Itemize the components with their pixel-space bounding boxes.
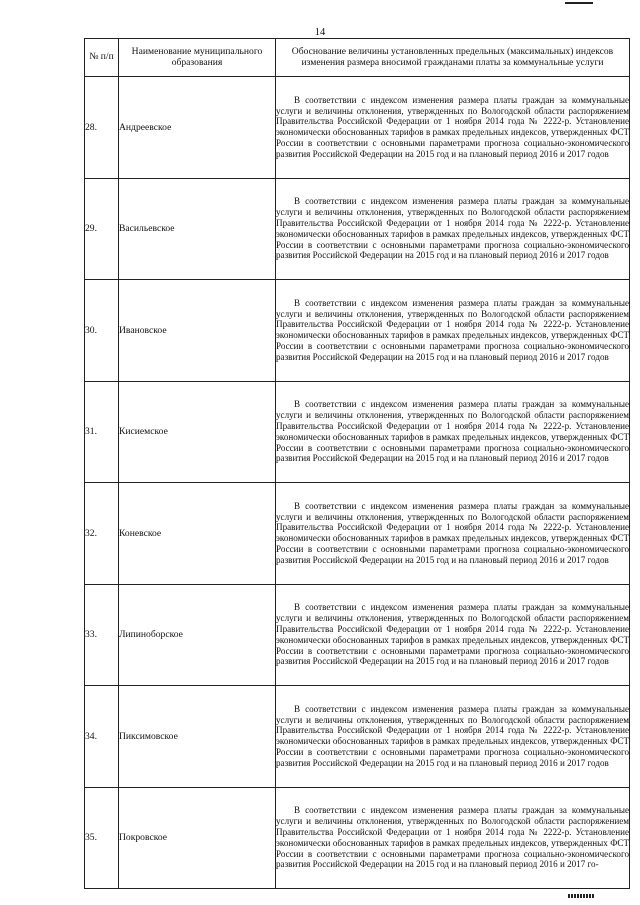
justification-text: В соответствии с индексом изменения размера платы граждан за коммунальные услуги и величины отклонения, утвержденных по Вологодской области распоряжением Правительства Российской Федерации от 1 ноября 2014 года № 2222-р. Установление экономически обоснованных тарифов в рамках предельных индексов, утвержденных ФСТ России в соответствии с основными параметрами прогноза социально-экономического развития Российской Федерации на 2015 год и на плановый период 2016 и 2017 годов [276,602,629,667]
table-row [85,686,630,788]
row-number: 35. [85,787,119,889]
row-number: 28. [85,77,119,179]
municipality-name: Кисиемское [119,381,276,483]
row-number: 34. [85,686,119,788]
justification-cell [276,280,630,382]
table-row [85,280,630,382]
justification-text: В соответствии с индексом изменения размера платы граждан за коммунальные услуги и величины отклонения, утвержденных по Вологодской области распоряжением Правительства Российской Федерации от 1 ноября 2014 года № 2222-р. Установление экономически обоснованных тарифов в рамках предельных индексов, утвержденных ФСТ России в соответствии с основными параметрами прогноза социально-экономического развития Российской Федерации на 2015 год и на плановый период 2016 и 2017 годов [276,196,629,261]
header-municipality: Наименование муниципального образования [119,39,276,77]
justification-text: В соответствии с индексом изменения размера платы граждан за коммунальные услуги и величины отклонения, утвержденных по Вологодской области распоряжением Правительства Российской Федерации от 1 ноября 2014 года № 2222-р. Установление экономически обоснованных тарифов в рамках предельных индексов, утвержденных ФСТ России в соответствии с основными параметрами прогноза социально-экономического развития Российской Федерации на 2015 год и на плановый период 2016 и 2017 годов [276,297,629,362]
justification-cell [276,483,630,585]
municipality-name: Васильевское [119,178,276,280]
table-row [85,584,630,686]
table-row [85,178,630,280]
justification-text: В соответствии с индексом изменения размера платы граждан за коммунальные услуги и величины отклонения, утвержденных по Вологодской области распоряжением Правительства Российской Федерации от 1 ноября 2014 года № 2222-р. Установление экономически обоснованных тарифов в рамках предельных индексов, утвержденных ФСТ России в соответствии с основными параметрами прогноза социально-экономического развития Российской Федерации на 2015 год и на плановый период 2016 и 2017 годов [276,94,629,159]
row-number: 29. [85,178,119,280]
municipality-name: Коневское [119,483,276,585]
municipality-name: Ивановское [119,280,276,382]
row-number: 33. [85,584,119,686]
justification-cell [276,77,630,179]
justification-text: В соответствии с индексом изменения размера платы граждан за коммунальные услуги и величины отклонения, утвержденных по Вологодской области распоряжением Правительства Российской Федерации от 1 ноября 2014 года № 2222-р. Установление экономически обоснованных тарифов в рамках предельных индексов, утвержденных ФСТ России в соответствии с основными параметрами прогноза социально-экономического развития Российской Федерации на 2015 год и на плановый период 2016 и 2017 годов [276,500,629,565]
row-number: 30. [85,280,119,382]
table-body [85,77,630,889]
municipality-name: Пиксимовское [119,686,276,788]
header-justification: Обоснование величины установленных предельных (максимальных) индексов изменения размера вносимой гражданами платы за коммунальные услуги [276,39,630,77]
municipality-name: Андреевское [119,77,276,179]
justification-cell [276,686,630,788]
scan-edge-mark-top [565,2,593,4]
justification-cell [276,381,630,483]
table-row [85,787,630,889]
row-number: 32. [85,483,119,585]
municipality-name: Покровское [119,787,276,889]
table-header-row [85,39,630,77]
table-row [85,77,630,179]
municipality-name: Липиноборское [119,584,276,686]
page-number: 14 [314,27,326,38]
justification-cell [276,787,630,889]
row-number: 31. [85,381,119,483]
justification-cell [276,584,630,686]
justification-text: В соответствии с индексом изменения размера платы граждан за коммунальные услуги и величины отклонения, утвержденных по Вологодской области распоряжением Правительства Российской Федерации от 1 ноября 2014 года № 2222-р. Установление экономически обоснованных тарифов в рамках предельных индексов, утвержденных ФСТ России в соответствии с основными параметрами прогноза социально-экономического развития Российской Федерации на 2015 год и на плановый период 2016 и 2017 годов [276,703,629,768]
scan-edge-mark-bottom [568,894,594,898]
header-number: № п/п [85,39,119,77]
justification-text: В соответствии с индексом изменения размера платы граждан за коммунальные услуги и величины отклонения, утвержденных по Вологодской области распоряжением Правительства Российской Федерации от 1 ноября 2014 года № 2222-р. Установление экономически обоснованных тарифов в рамках предельных индексов, утвержденных ФСТ России в соответствии с основными параметрами прогноза социально-экономического развития Российской Федерации на 2015 год и на плановый период 2016 и 2017 го- [276,805,629,870]
justification-cell [276,178,630,280]
justification-text: В соответствии с индексом изменения размера платы граждан за коммунальные услуги и величины отклонения, утвержденных по Вологодской области распоряжением Правительства Российской Федерации от 1 ноября 2014 года № 2222-р. Установление экономически обоснованных тарифов в рамках предельных индексов, утвержденных ФСТ России в соответствии с основными параметрами прогноза социально-экономического развития Российской Федерации на 2015 год и на плановый период 2016 и 2017 годов [276,399,629,464]
tariff-index-table [84,38,630,889]
table-row [85,483,630,585]
table-row [85,381,630,483]
